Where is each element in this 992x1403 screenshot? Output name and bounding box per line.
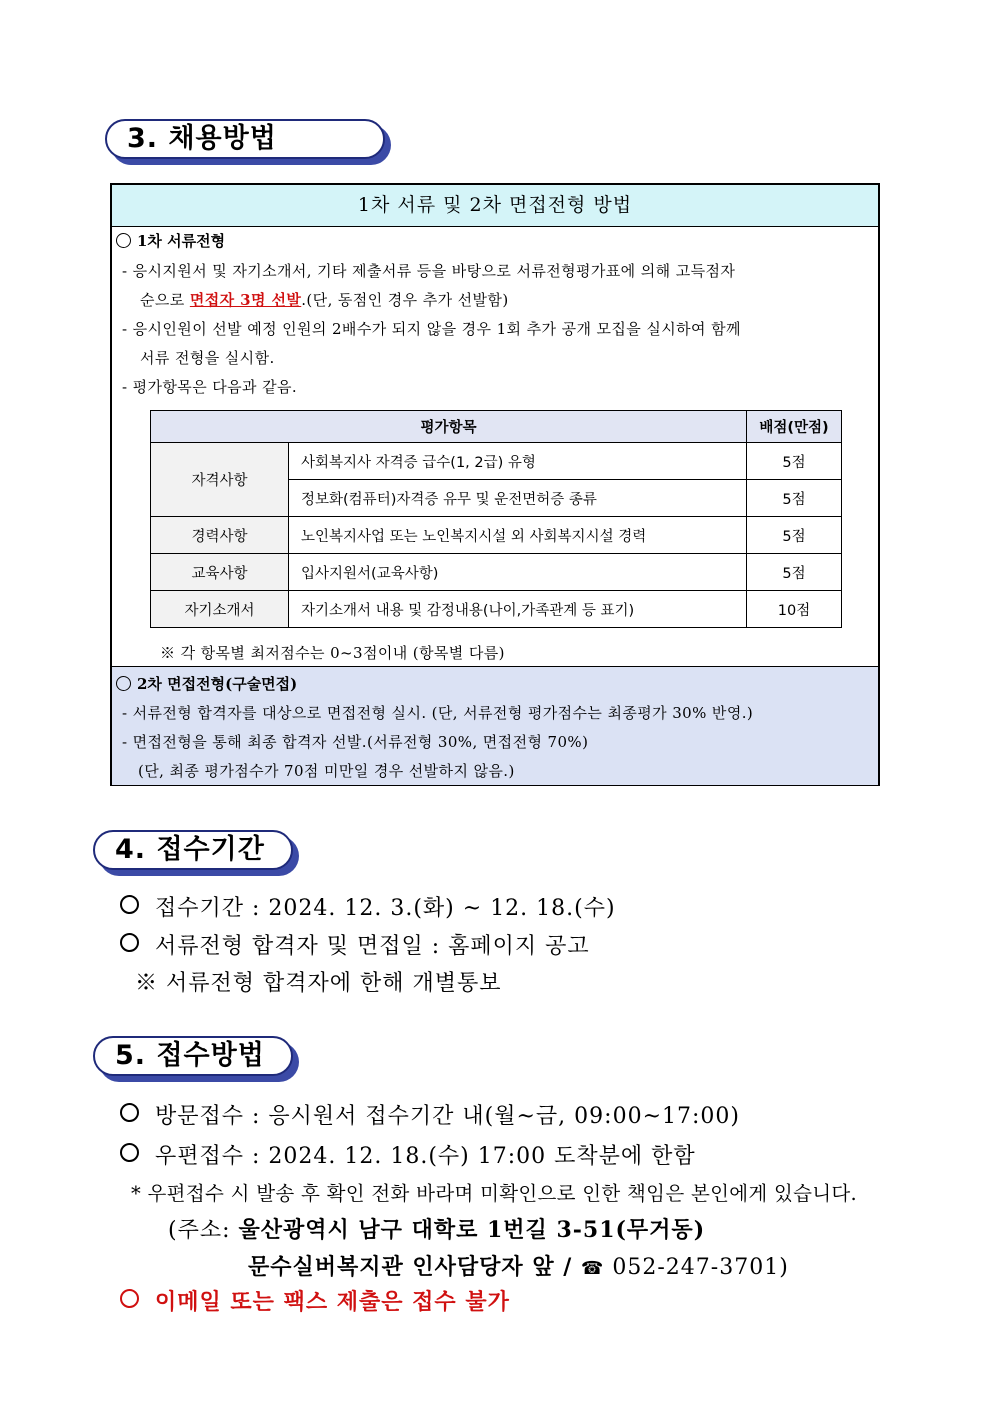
section3-heading-label: 3. 채용방법 — [105, 119, 385, 159]
mail-reception-line: 우편접수 : 2024. 12. 18.(수) 17:00 도착분에 한함 — [120, 1139, 696, 1170]
interview-section — [112, 666, 878, 785]
circle-bullet-icon — [120, 933, 139, 952]
email-fax-warning: 이메일 또는 팩스 제출은 접수 불가 — [120, 1285, 510, 1316]
item-cell: 입사지원서(교육사항) — [289, 554, 747, 591]
circle-bullet-icon — [120, 1143, 139, 1162]
circle-bullet-icon — [116, 676, 131, 691]
item-cell: 자기소개서 내용 및 감정내용(나이,가족관계 등 표기) — [289, 591, 747, 628]
recipient: 문수실버복지관 인사담당자 앞 / — [248, 1254, 581, 1280]
address-value: 울산광역시 남구 대학로 1번길 3-51(무거동) — [238, 1217, 706, 1243]
interview-title: 2차 면접전형(구술면접) — [116, 673, 297, 694]
category-cell: 경력사항 — [151, 517, 289, 554]
interview-line-1: - 서류전형 합격자를 대상으로 면접전형 실시. (단, 서류전형 평가점수는 최종평가 30% 반영.) — [122, 704, 754, 722]
item-cell: 사회복지사 자격증 급수(1, 2급) 유형 — [289, 443, 747, 480]
interview-line-2: - 면접전형을 통해 최종 합격자 선발.(서류전형 30%, 면접전형 70%) — [122, 733, 589, 751]
address-line: (주소: 울산광역시 남구 대학로 1번길 3-51(무거동) — [168, 1217, 706, 1243]
section5-heading-label: 5. 접수방법 — [93, 1036, 293, 1076]
selection-highlight: 면접자 3명 선발 — [189, 291, 302, 309]
mail-responsibility-note: * 우편접수 시 발송 후 확인 전화 바라며 미확인으로 인한 책임은 본인에게 있습니다. — [131, 1182, 858, 1205]
interview-line-3: (단, 최종 평가점수가 70점 미만일 경우 선발하지 않음.) — [138, 762, 515, 780]
section3-heading — [105, 119, 385, 159]
section4-heading-label: 4. 접수기간 — [93, 830, 293, 870]
score-cell: 10점 — [747, 591, 842, 628]
item-cell: 정보화(컴퓨터)자격증 유무 및 운전면허증 종류 — [289, 480, 747, 517]
individual-notice-note: ※ 서류전형 합격자에 한해 개별통보 — [135, 971, 502, 996]
minimum-score-note: ※ 각 항목별 최저점수는 0~3점이내 (항목별 다름) — [160, 644, 505, 662]
circle-bullet-icon — [120, 895, 139, 914]
evaluation-table — [150, 410, 842, 628]
item-cell: 노인복지사업 또는 노인복지시설 외 사회복지시설 경력 — [289, 517, 747, 554]
circle-bullet-icon — [120, 1289, 139, 1308]
table-row — [151, 591, 842, 628]
category-cell: 자격사항 — [151, 443, 289, 517]
section4-heading — [93, 830, 293, 870]
table-row — [151, 554, 842, 591]
interview-date-line: 서류전형 합격자 및 면접일 : 홈페이지 공고 — [120, 929, 590, 960]
score-cell: 5점 — [747, 517, 842, 554]
screening-line-4: 서류 전형을 실시함. — [140, 349, 275, 367]
phone-icon: ☎ — [580, 1258, 605, 1279]
category-cell: 자기소개서 — [151, 591, 289, 628]
circle-bullet-icon — [116, 233, 131, 248]
document-screening-section — [112, 228, 878, 665]
screening-line-5: - 평가항목은 다음과 같음. — [122, 378, 298, 396]
visit-reception-line: 방문접수 : 응시원서 접수기간 내(월~금, 09:00~17:00) — [120, 1099, 740, 1130]
reception-period-line: 접수기간 : 2024. 12. 3.(화) ~ 12. 18.(수) — [120, 891, 616, 922]
category-cell: 교육사항 — [151, 554, 289, 591]
header-evaluation-item: 평가항목 — [151, 411, 747, 443]
screening-line-2: 순으로 면접자 3명 선발.(단, 동점인 경우 추가 선발함) — [140, 291, 509, 309]
method-box-title: 1차 서류 및 2차 면접전형 방법 — [112, 185, 878, 227]
document-screening-title: 1차 서류전형 — [116, 230, 225, 251]
section5-heading — [93, 1036, 293, 1076]
recipient-line — [248, 1250, 789, 1281]
header-score: 배점(만점) — [747, 411, 842, 443]
method-box — [110, 183, 880, 786]
table-row — [151, 443, 842, 480]
table-row — [151, 517, 842, 554]
score-cell: 5점 — [747, 443, 842, 480]
phone-number: 052-247-3701) — [604, 1255, 789, 1280]
table-header-row — [151, 411, 842, 443]
screening-line-3: - 응시인원이 선발 예정 인원의 2배수가 되지 않을 경우 1회 추가 공개 모집을 실시하여 함께 — [122, 320, 741, 338]
score-cell: 5점 — [747, 554, 842, 591]
screening-line-1: - 응시지원서 및 자기소개서, 기타 제출서류 등을 바탕으로 서류전형평가표에 의해 고득점자 — [122, 262, 736, 280]
score-cell: 5점 — [747, 480, 842, 517]
circle-bullet-icon — [120, 1103, 139, 1122]
